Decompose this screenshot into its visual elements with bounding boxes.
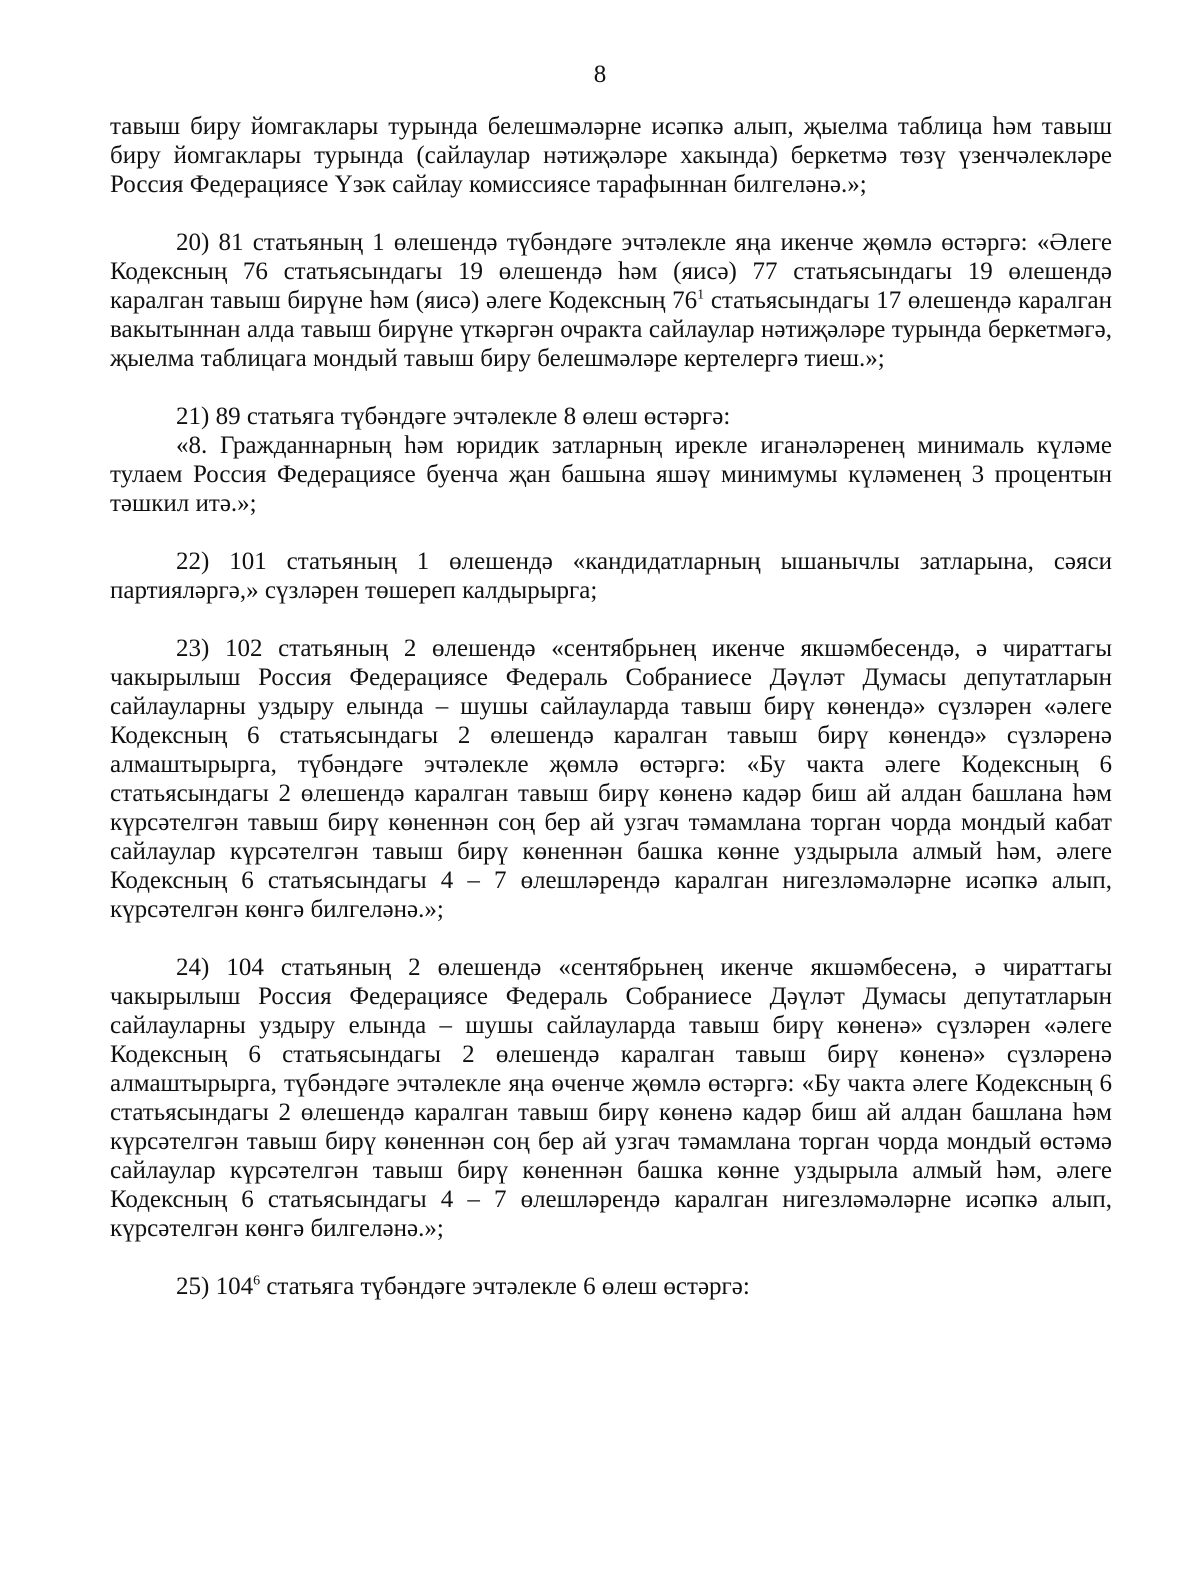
paragraph-item-23: 23) 102 статьяның 2 өлешендә «сентябрьнең икенче якшәмбесендә, ә чираттагы чакырылыш Россия Федерациясе Федераль Собраниесе Дәүләт Думасы депутатларын сайлауларны уздыру елында – шушы сайлауларда тавыш бирү көнендә» сүзләрен «әлеге Кодексның 6 статьясындагы 2 өлешендә каралган тавыш бирү көнендә» сүзләренә алмаштырырга, түбәндәге эчтәлекле җөмлә өстәргә: «Бу чакта әлеге Кодексның 6 статьясындагы 2 өлешендә каралган тавыш бирү көненә кадәр биш ай алдан башлана һәм күрсәтелгән тавыш бирү көненнән соң бер ай узгач тәмамлана торган чорда мондый кабат сайлаулар күрсәтелгән тавыш бирү көненнән башка көнне уздырыла алмый һәм, әлеге Кодексның 6 статьясындагы 4 – 7 өлешләрендә каралган нигезләмәләрне исәпкә алып, күрсәтелгән көнгә билгеләнә.»;: [110, 635, 1112, 923]
paragraph-item-25: [110, 1272, 1112, 1301]
item-20-text-end: статьясындагы 17 өлешендә каралган вакытыннан алда тавыш бирүне үткәргән очракта сайлаулар нәтиҗәләре турында беркетмәгә, җыелма таблицага мондый тавыш биру белешмәләре кертелергә тиеш.»;: [110, 287, 1112, 372]
item-20-text-start: 20) 81 статьяның 1 өлешендә түбәндәге эчтәлекле яңа икенче җөмлә өстәргә: «Әлеге Кодексның 76 статьясындагы 19 өлешендә һәм (яисә) 77 статьясындагы 19 өлешендә каралган тавыш бирүне һәм (яисә) әлеге Кодексның 76: [110, 229, 1112, 314]
paragraph-item-20: [110, 228, 1112, 373]
item-25-text-end: статьяга түбәндәге эчтәлекле 6 өлеш өстәргә:: [260, 1273, 750, 1300]
item-20-superscript: 1: [697, 287, 705, 303]
paragraph-item-21-quote: «8. Гражданнарның һәм юридик затларның ирекле иганәләренең минималь күләме тулаем Россия Федерациясе буенча җан башына яшәү минимумы күләменең 3 процентын тәшкил итә.»;: [110, 432, 1112, 517]
document-body: [110, 112, 1112, 1301]
paragraph-continuation: тавыш биру йомгаклары турында белешмәләрне исәпкә алып, җыелма таблица һәм тавыш биру йомгаклары турында (сайлаулар нәтиҗәләре хакында) беркетмә төзү үзенчәлекләре Россия Федерациясе Үзәк сайлау комиссиясе тарафыннан билгеләнә.»;: [110, 113, 1112, 198]
item-25-superscript: 6: [253, 1273, 261, 1289]
item-25-text-start: 25) 104: [176, 1273, 254, 1300]
page-number: 8: [593, 61, 607, 88]
paragraph-item-24: 24) 104 статьяның 2 өлешендә «сентябрьнең икенче якшәмбесенә, ә чираттагы чакырылыш Россия Федерациясе Федераль Собраниесе Дәүләт Думасы депутатларын сайлауларны уздыру елында – шушы сайлауларда тавыш бирү көненә» сүзләрен «әлеге Кодексның 6 статьясындагы 2 өлешендә каралган тавыш бирү көненә» сүзләренә алмаштырырга, түбәндәге эчтәлекле яңа өченче җөмлә өстәргә: «Бу чакта әлеге Кодексның 6 статьясындагы 2 өлешендә каралган тавыш бирү көненә кадәр биш ай алдан башлана һәм күрсәтелгән тавыш бирү көненнән соң бер ай узгач тәмамлана торган чорда мондый өстәмә сайлаулар күрсәтелгән тавыш бирү көненнән башка көнне уздырыла алмый һәм, әлеге Кодексның 6 статьясындагы 4 – 7 өлешләрендә каралган нигезләмәләрне исәпкә алып, күрсәтелгән көнгә билгеләнә.»;: [110, 954, 1112, 1242]
paragraph-item-21: 21) 89 статьяга түбәндәге эчтәлекле 8 өлеш өстәргә:: [176, 403, 731, 430]
paragraph-item-22: 22) 101 статьяның 1 өлешендә «кандидатларның ышанычлы затларына, сәяси партияләргә,» сүзләрен төшереп калдырырга;: [110, 548, 1112, 604]
